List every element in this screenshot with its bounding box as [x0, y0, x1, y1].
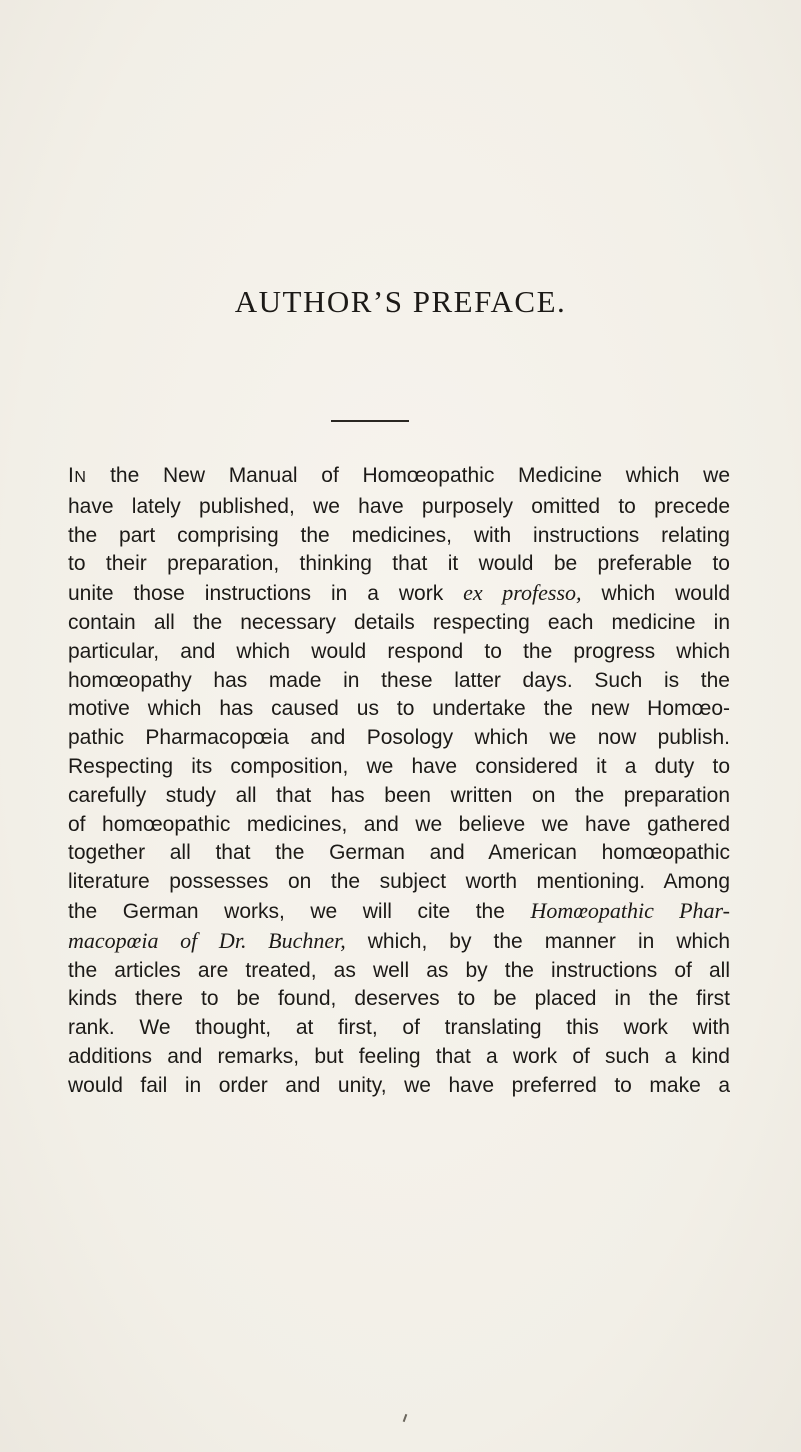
text-run: have lately published, we have purposely omitted to precede: [68, 494, 730, 518]
text-line: [68, 550, 730, 579]
small-caps-initial: IN: [68, 464, 87, 487]
ink-speck: [403, 1414, 408, 1422]
text-run: carefully study all that has been written on the preparation: [68, 783, 730, 807]
text-run: unite those instructions in a work: [68, 582, 464, 606]
text-run: contain all the necessary details respecting each medicine in: [68, 610, 730, 634]
text-run: additions and remarks, but feeling that a work of such a kind: [68, 1044, 730, 1068]
text-line: [68, 753, 730, 782]
italic-title: Homœopathic Phar-: [530, 897, 730, 923]
text-run: would fail in order and unity, we have preferred to make a: [68, 1073, 730, 1097]
text-run: the New Manual of Homœopathic Medicine which we: [86, 464, 730, 487]
text-line: [68, 839, 730, 868]
text-run: the German works, we will cite the: [68, 899, 531, 923]
text-line: [68, 1014, 730, 1043]
text-line: [68, 1043, 730, 1072]
text-run: homœopathy has made in these latter days. Such is the: [68, 668, 730, 692]
text-run: which, by the manner in which: [345, 929, 730, 953]
text-line: [68, 782, 730, 811]
page-title: AUTHOR’S PREFACE.: [234, 284, 567, 319]
text-run: together all that the German and American homœopathic: [68, 841, 730, 865]
text-line: [68, 493, 730, 522]
text-run: rank. We thought, at first, of translating this work with: [68, 1016, 730, 1040]
text-line: [68, 667, 730, 696]
text-run: literature possesses on the subject worth mentioning. Among: [68, 870, 730, 894]
italic-title: ex professo,: [463, 580, 582, 606]
text-run: particular, and which would respond to the progress which: [68, 639, 730, 663]
text-line: [68, 695, 730, 724]
text-line: [68, 609, 730, 638]
text-line: [68, 462, 730, 493]
text-line: [68, 985, 730, 1014]
text-run: the articles are treated, as well as by the instructions of all: [68, 958, 730, 982]
text-run: of homœopathic medicines, and we believe we have gathered: [68, 812, 730, 836]
text-line: [68, 724, 730, 753]
text-line: [68, 522, 730, 551]
text-run: which would: [581, 582, 730, 606]
text-line: [68, 957, 730, 986]
text-line: [68, 579, 730, 609]
text-line: [68, 927, 730, 957]
title-rule: [331, 420, 409, 422]
text-run: Respecting its composition, we have considered it a duty to: [68, 754, 730, 778]
text-run: the part comprising the medicines, with instructions relating: [68, 523, 730, 547]
text-run: to their preparation, thinking that it would be preferable to: [68, 552, 730, 576]
text-line: [68, 638, 730, 667]
italic-title: macopœia of Dr. Buchner,: [68, 927, 346, 953]
text-line: [68, 811, 730, 840]
text-run: pathic Pharmacopœia and Posology which we now publish.: [68, 726, 730, 750]
text-run: motive which has caused us to undertake the new Homœo-: [68, 697, 730, 721]
preface-paragraph: [68, 462, 730, 1101]
text-line: [68, 897, 730, 927]
text-run: kinds there to be found, deserves to be placed in the first: [68, 987, 730, 1011]
text-line: [68, 868, 730, 897]
text-line: [68, 1072, 730, 1101]
